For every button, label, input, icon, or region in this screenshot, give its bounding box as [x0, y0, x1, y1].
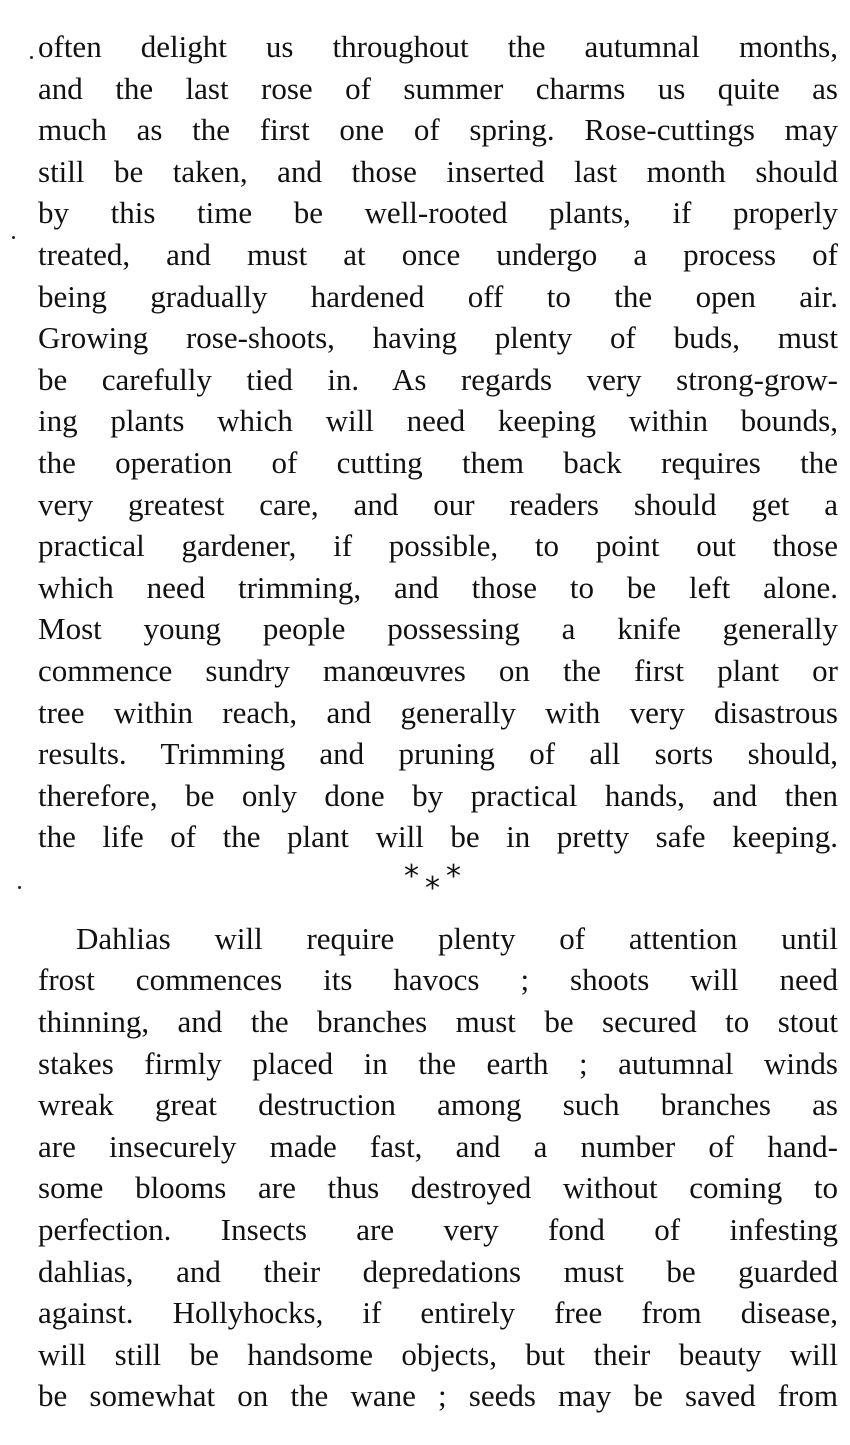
text-line: and the last rose of summer charms us quite as: [38, 70, 838, 106]
text-line: some blooms are thus destroyed without coming to: [38, 1170, 838, 1206]
text-line: ing plants which will need keeping within bounds,: [38, 403, 838, 439]
text-line: being gradually hardened off to the open air.: [38, 278, 838, 314]
print-speck: [18, 886, 21, 889]
text-line: stakes firmly placed in the earth ; autumnal winds: [38, 1045, 838, 1081]
text-line: results. Trimming and pruning of all sorts should,: [38, 736, 838, 772]
text-line: be carefully tied in. As regards very strong-grow-: [38, 361, 838, 397]
paragraph-dahlias: [38, 918, 838, 1417]
paragraph-roses: [38, 26, 838, 858]
text-line: perfection. Insects are very fond of infesting: [38, 1212, 838, 1248]
text-line: will still be handsome objects, but their beauty will: [38, 1336, 838, 1372]
text-line: very greatest care, and our readers should get a: [38, 486, 838, 522]
text-line: commence sundry manœuvres on the first plant or: [38, 652, 838, 688]
text-line: the operation of cutting them back requires the: [38, 444, 838, 480]
text-line: Growing rose-shoots, having plenty of buds, must: [38, 320, 838, 356]
print-speck: [12, 236, 15, 239]
text-line: thinning, and the branches must be secured to stout: [38, 1004, 838, 1040]
asterisk-icon: *: [404, 858, 419, 894]
book-page: [38, 26, 838, 1417]
text-line: dahlias, and their depredations must be guarded: [38, 1253, 838, 1289]
asterism-separator: [38, 858, 838, 918]
text-line: wreak great destruction among such branches as: [38, 1087, 838, 1123]
asterisk-icon: *: [425, 870, 440, 906]
text-line: Most young people possessing a knife generally: [38, 611, 838, 647]
asterisk-icon: *: [446, 858, 461, 894]
text-line: much as the first one of spring. Rose-cuttings may: [38, 112, 838, 148]
text-line: frost commences its havocs ; shoots will need: [38, 962, 838, 998]
print-speck: [30, 56, 33, 59]
text-line: which need trimming, and those to be left alone.: [38, 569, 838, 605]
text-line: tree within reach, and generally with very disastrous: [38, 694, 838, 730]
text-line: against. Hollyhocks, if entirely free from disease,: [38, 1295, 838, 1331]
text-line: still be taken, and those inserted last month should: [38, 153, 838, 189]
text-line: Dahlias will require plenty of attention until: [76, 920, 838, 956]
text-line: be somewhat on the wane ; seeds may be saved from: [38, 1378, 838, 1414]
text-line: practical gardener, if possible, to point out those: [38, 528, 838, 564]
text-line: therefore, be only done by practical hands, and then: [38, 777, 838, 813]
text-line: treated, and must at once undergo a process of: [38, 236, 838, 272]
text-line: are insecurely made fast, and a number of hand-: [38, 1128, 838, 1164]
text-line: by this time be well-rooted plants, if properly: [38, 195, 838, 231]
text-line: often delight us throughout the autumnal months,: [38, 29, 838, 64]
text-line: the life of the plant will be in pretty safe keeping.: [38, 819, 838, 855]
